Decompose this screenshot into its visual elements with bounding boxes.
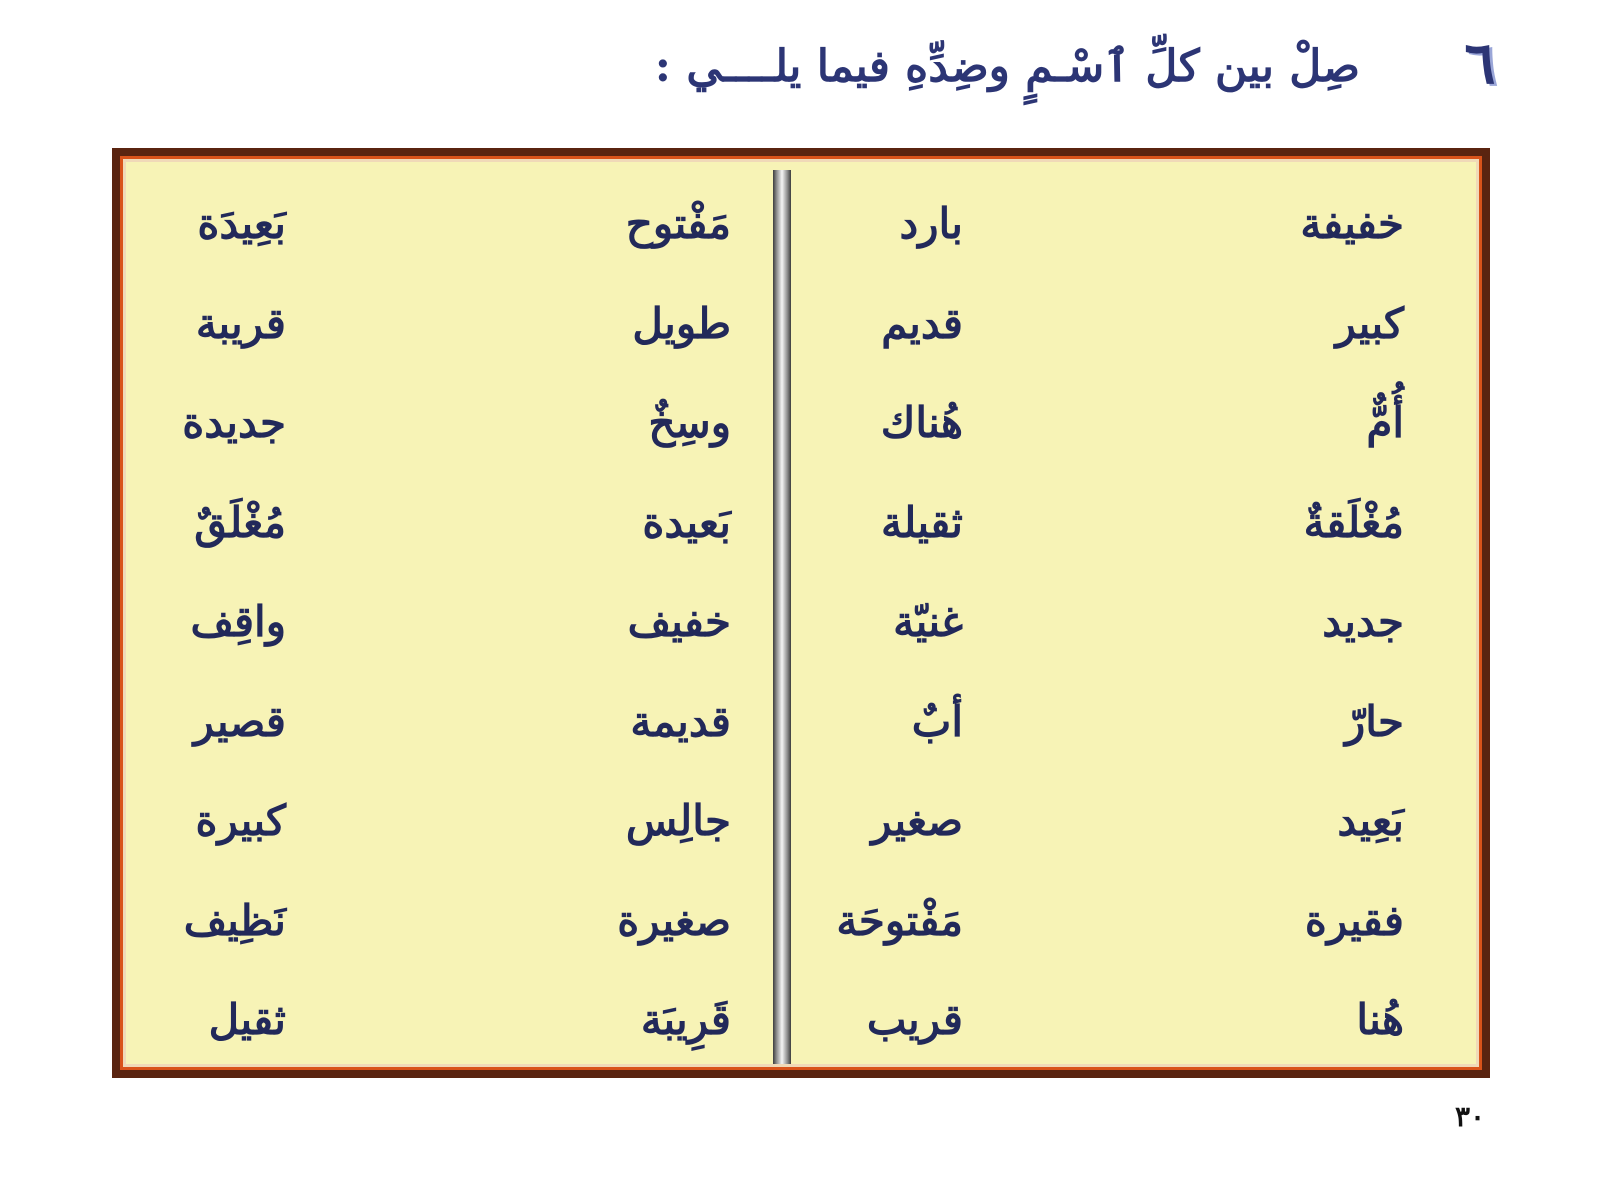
word-item[interactable]: مُغْلَقةٌ: [1303, 497, 1404, 547]
left-opposites-column: [0, 174, 286, 1070]
matching-board-border: [120, 156, 1482, 1070]
left-words-column: [401, 174, 731, 1070]
word-item[interactable]: حارّ: [1344, 696, 1404, 746]
opposite-item[interactable]: غنيّة: [893, 597, 963, 646]
word-item[interactable]: جديد: [1322, 597, 1404, 646]
word-item[interactable]: قَرِيبَة: [640, 995, 731, 1044]
exercise-number: ٦: [1464, 29, 1496, 97]
word-item[interactable]: بَعِيد: [1337, 796, 1404, 845]
opposite-item[interactable]: أبٌ: [911, 696, 963, 746]
opposite-item[interactable]: قريب: [866, 995, 963, 1044]
opposite-item[interactable]: ثقيل: [208, 995, 286, 1044]
word-item[interactable]: مَفْتوح: [625, 199, 731, 248]
opposite-item[interactable]: مُغْلَقٌ: [194, 497, 286, 547]
word-item[interactable]: قديمة: [630, 696, 731, 746]
word-item[interactable]: خفيفة: [1300, 199, 1404, 248]
opposite-item[interactable]: جديدة: [182, 398, 286, 447]
opposite-item[interactable]: قديم: [881, 298, 963, 348]
word-item[interactable]: هُنا: [1356, 995, 1404, 1044]
opposite-item[interactable]: كبيرة: [195, 796, 286, 845]
opposite-item[interactable]: ثقيلة: [880, 497, 963, 547]
word-item[interactable]: كبير: [1335, 298, 1404, 348]
word-item[interactable]: أُمٌّ: [1366, 398, 1404, 447]
word-item[interactable]: جالِس: [625, 796, 731, 845]
opposite-item[interactable]: هُناك: [880, 398, 963, 447]
word-item[interactable]: خفيف: [627, 597, 731, 646]
page-number: ٣٠: [1454, 1100, 1486, 1133]
opposite-item[interactable]: قريبة: [195, 298, 286, 348]
opposite-item[interactable]: بارد: [899, 199, 963, 248]
opposite-item[interactable]: بَعِيدَة: [197, 199, 286, 248]
opposite-item[interactable]: واقِف: [190, 597, 286, 646]
matching-board: [123, 159, 1479, 1067]
exercise-instruction: صِلْ بين كلِّ ٱسْـمٍ وضِدِّهِ فيما يلــــي :: [654, 41, 1360, 92]
right-words-column: [1074, 174, 1404, 1070]
word-item[interactable]: فقيرة: [1304, 895, 1404, 945]
word-item[interactable]: طويل: [632, 298, 731, 348]
word-item[interactable]: وسِخٌ: [648, 398, 731, 447]
matching-board-frame: [112, 148, 1490, 1078]
word-item[interactable]: بَعيدة: [642, 497, 731, 547]
opposite-item[interactable]: قصير: [193, 696, 286, 746]
opposite-item[interactable]: صغير: [871, 796, 963, 845]
word-item[interactable]: صغيرة: [617, 895, 731, 945]
opposite-item[interactable]: نَظِيف: [183, 895, 286, 945]
opposite-item[interactable]: مَفْتوحَة: [836, 895, 963, 945]
